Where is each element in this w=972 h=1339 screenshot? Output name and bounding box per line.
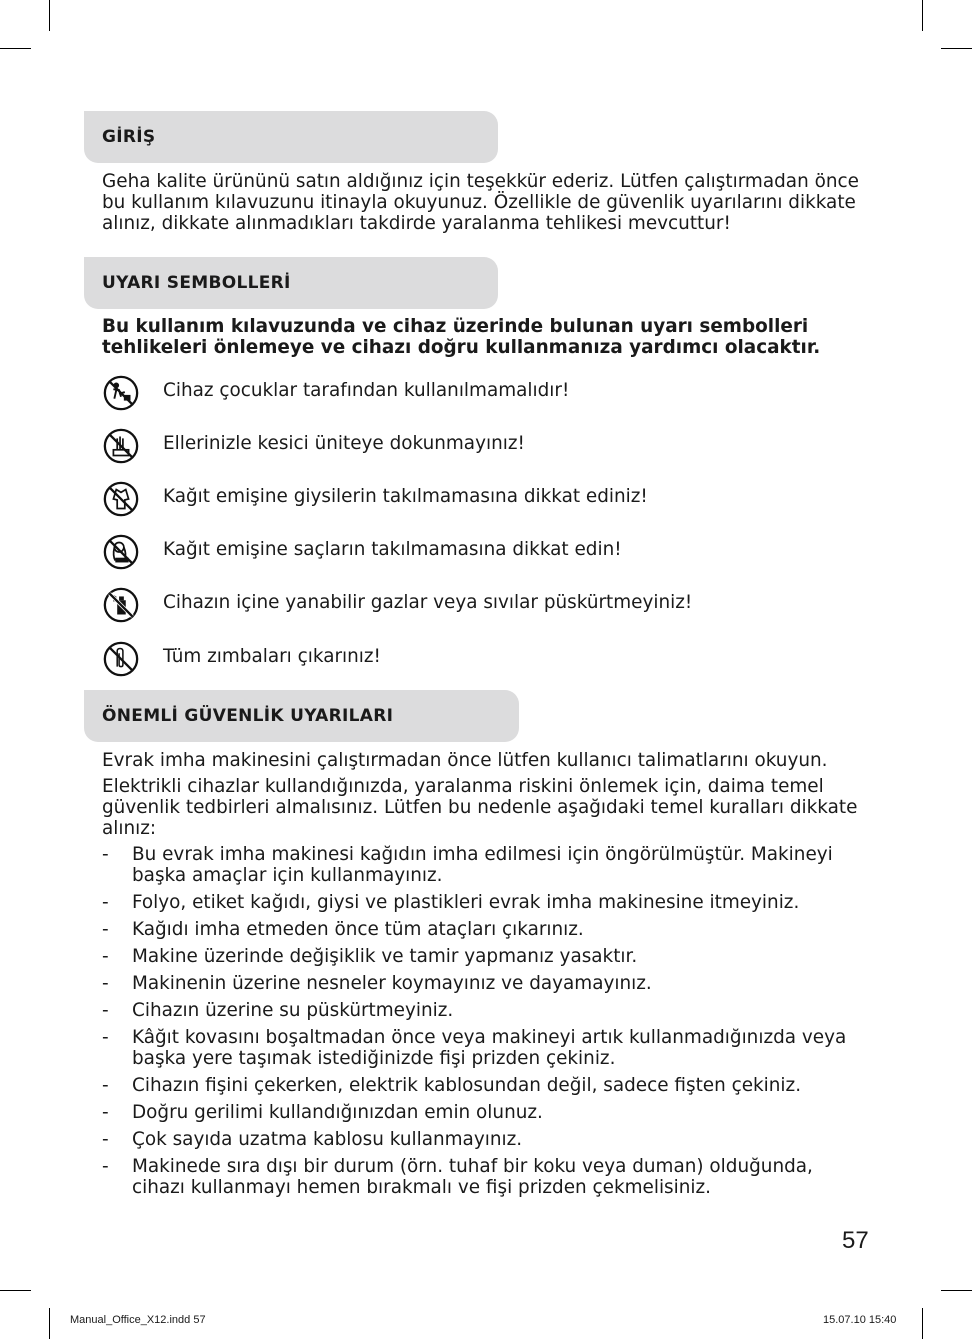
bullet: - <box>102 919 109 940</box>
list-item-text: Makine üzerinde değişiklik ve tamir yapmanız yasaktır. <box>132 946 638 967</box>
bullet: - <box>102 946 109 967</box>
symbol-row <box>102 532 622 572</box>
bullet: - <box>102 1102 109 1123</box>
list-item <box>102 1027 862 1069</box>
list-item <box>102 973 862 994</box>
bullet: - <box>102 844 109 865</box>
list-item <box>102 892 862 913</box>
symbols-lead: Bu kullanım kılavuzunda ve cihaz üzerinde bulunan uyarı sembolleri tehlikeleri önlemeye ve cihazı doğru kullanmanıza yardımcı olacaktır. <box>102 316 821 358</box>
bullet: - <box>102 973 109 994</box>
no-staples-icon <box>102 640 140 678</box>
list-item <box>102 1102 862 1123</box>
crop-mark <box>49 1308 50 1339</box>
symbol-row <box>102 426 525 466</box>
safety-rules-intro: Elektrikli cihazlar kullandığınızda, yaralanma riskini önlemek için, daima temel güvenlik tedbirleri almalısınız. Lütfen bu nedenle aşağıdaki temel kuralları dikkate alınız: <box>102 776 858 839</box>
page-number: 57 <box>842 1227 869 1254</box>
crop-mark <box>49 0 50 31</box>
list-item <box>102 946 862 967</box>
safety-list <box>102 844 862 1204</box>
symbol-text: Cihaz çocuklar tarafından kullanılmamalıdır! <box>163 380 570 401</box>
footer-timestamp: 15.07.10 15:40 <box>823 1314 897 1326</box>
bullet: - <box>102 1075 109 1096</box>
crop-mark <box>941 1290 972 1291</box>
footer-file: Manual_Office_X12.indd 57 <box>70 1314 206 1326</box>
list-item <box>102 1156 862 1198</box>
intro-heading: GİRİŞ <box>84 111 498 163</box>
safety-heading: ÖNEMLİ GÜVENLİK UYARILARI <box>84 690 519 742</box>
list-item-text: Doğru gerilimi kullandığınızdan emin olunuz. <box>132 1102 543 1123</box>
intro-text: Geha kalite ürününü satın aldığınız için teşekkür ederiz. Lütfen çalıştırmadan önce bu kullanım kılavuzunu itinayla okuyunuz. Özellikle de güvenlik uyarılarını dikkate alınız, dikkate alınmadıkları takdirde yaralanma tehlikesi mevcuttur! <box>102 171 859 234</box>
crop-mark <box>0 1290 31 1291</box>
symbol-row <box>102 639 381 679</box>
crop-mark <box>0 48 31 49</box>
crop-mark <box>922 1308 923 1339</box>
safety-intro: Evrak imha makinesini çalıştırmadan önce lütfen kullanıcı talimatlarını okuyun. <box>102 750 828 771</box>
list-item-text: Makinede sıra dışı bir durum (örn. tuhaf bir koku veya duman) olduğunda, cihazı kullanmayı hemen bırakmalı ve fişi prizden çekmelisiniz. <box>132 1156 813 1198</box>
no-hands-icon <box>102 427 140 465</box>
list-item <box>102 919 862 940</box>
symbol-text: Tüm zımbaları çıkarınız! <box>163 646 381 667</box>
list-item-text: Çok sayıda uzatma kablosu kullanmayınız. <box>132 1129 523 1150</box>
no-spray-icon <box>102 586 140 624</box>
symbol-row <box>102 479 648 519</box>
list-item-text: Folyo, etiket kağıdı, giysi ve plastikleri evrak imha makinesine itmeyiniz. <box>132 892 800 913</box>
list-item-text: Kâğıt kovasını boşaltmadan önce veya makineyi artık kullanmadığınızda veya başka yere taşımak istediğinizde fişi prizden çekiniz. <box>132 1027 847 1069</box>
list-item-text: Kağıdı imha etmeden önce tüm ataçları çıkarınız. <box>132 919 584 940</box>
symbol-row <box>102 373 570 413</box>
symbol-text: Ellerinizle kesici üniteye dokunmayınız! <box>163 433 525 454</box>
list-item-text: Cihazın üzerine su püskürtmeyiniz. <box>132 1000 454 1021</box>
symbol-text: Kağıt emişine giysilerin takılmamasına dikkat ediniz! <box>163 486 648 507</box>
bullet: - <box>102 1156 109 1177</box>
bullet: - <box>102 1027 109 1048</box>
crop-mark <box>941 48 972 49</box>
bullet: - <box>102 892 109 913</box>
list-item-text: Cihazın fişini çekerken, elektrik kablosundan değil, sadece fişten çekiniz. <box>132 1075 802 1096</box>
list-item <box>102 844 862 886</box>
symbol-text: Cihazın içine yanabilir gazlar veya sıvılar püskürtmeyiniz! <box>163 592 693 613</box>
bullet: - <box>102 1000 109 1021</box>
list-item-text: Bu evrak imha makinesi kağıdın imha edilmesi için öngörülmüştür. Makineyi başka amaçlar için kullanmayınız. <box>132 844 833 886</box>
list-item <box>102 1129 862 1150</box>
list-item <box>102 1000 862 1021</box>
symbol-row <box>102 585 693 625</box>
no-hair-icon <box>102 533 140 571</box>
symbol-text: Kağıt emişine saçların takılmamasına dikkat edin! <box>163 539 622 560</box>
list-item <box>102 1075 862 1096</box>
crop-mark <box>922 0 923 31</box>
no-clothing-icon <box>102 480 140 518</box>
list-item-text: Makinenin üzerine nesneler koymayınız ve dayamayınız. <box>132 973 652 994</box>
no-children-icon <box>102 374 140 412</box>
symbols-heading: UYARI SEMBOLLERİ <box>84 257 498 309</box>
bullet: - <box>102 1129 109 1150</box>
